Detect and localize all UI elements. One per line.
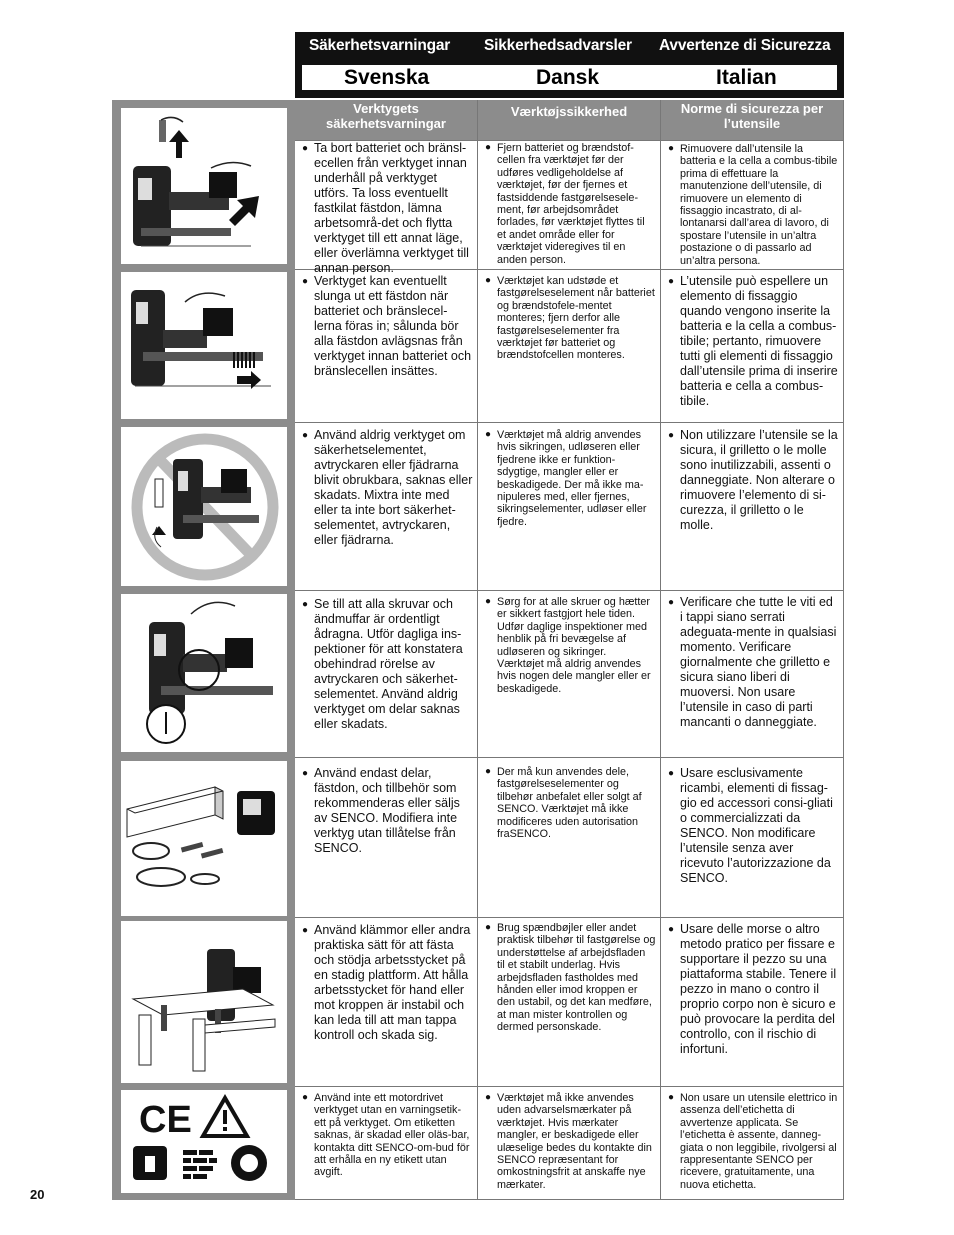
column-header-sv: Verktygets säkerhetsvarningar <box>295 100 477 140</box>
warning-text-sv: ● Se till att alla skruvar och ändmuffar är ordentligt ådragna. Utför dagliga ins-pektioner för att konstatera obehindrad rörelse av avtryckaren och säkerhet-selementet. Använd aldrig verktyget om delar saknas eller skadats. <box>297 597 477 732</box>
warning-text-sv: ● Använd endast delar, fästdon, och tillbehör som rekommenderas eller säljs av SENCO. Modifiera inte verktyg utan tillåtelse från SENCO. <box>297 766 477 856</box>
warning-text-sv: ● Använd klämmor eller andra praktiska sätt för att fästa och stödja arbetsstycket på en stadig plattform. Att hålla arbetsstycket för hand eller mot kroppen är instabil och kan leda till att man tappa kontroll och skada sig. <box>297 923 477 1043</box>
warning-text-da: ● Fjern batteriet og brændstof-cellen fra værktøjet før der udføres vedligeholdelse af værktøjet, før der fjernes et fastsiddende fastgørelsesele-ment, før arbejdsområdet forlades, før værktøjet flyttes til et andet område eller for værktøjet videregives til en anden person. <box>480 142 660 266</box>
warning-text-da: ● Der må kun anvendes dele, fastgørelseselementer og tilbehør anbefalet eller solgt af SENCO. Værktøjet må ikke modificeres uden autorisation fraSENCO. <box>480 766 660 840</box>
header-warning-sv: Säkerhetsvarningar <box>309 37 451 54</box>
warning-text-da: ● Værktøjet må aldrig anvendes hvis sikringen, udløseren eller fjedrene ikke er funktion-sdygtige, mangler eller er beskadigede. Der må ikke ma-nipuleres med, eller fjernes, sikringselementer, udløser eller fjedre. <box>480 429 660 528</box>
warning-text-it: ● Non usare un utensile elettrico in assenza dell’etichetta di avvertenze applicata. Se l’etichetta è assente, danneg-giata o non leggibile, rivolgersi al rappresentante SENCO per ricevere, gratuitamente, una nuova etichetta. <box>663 1092 843 1191</box>
warning-text-da: ● Værktøjet må ikke anvendes uden advarselsmærkater på værktøjet. Hvis mærkater mangler, er beskadigede eller ulæselige bedes du kontakte din SENCO repræsentant for omkostningsfrit at anskaffe nye mærkater. <box>480 1092 660 1191</box>
row-divider <box>295 590 844 591</box>
row-divider <box>295 757 844 758</box>
warning-text-it: ● Verificare che tutte le viti ed i tappi siano serrati adeguata-mente in qualsiasi momento. Verificare giornalmente che grilletto e sicura siano liberi di muoversi. Non usare l’utensile in caso di parti mancanti o danneggiate. <box>663 595 843 730</box>
warning-text-da: ● Værktøjet kan udstøde et fastgørelseselement når batteriet og brændstofele-mentet monteres; fjern derfor alle fastgørelseselementer fra værktøjet før batteriet og brændstofcellen monteres. <box>480 275 660 362</box>
warning-text-it: ● L’utensile può espellere un elemento di fissaggio quando vengono inserite la batteria e la cella a combus-tibile; pertanto, rimuovere tutti gli elementi di fissaggio dall’utensile prima di inserire batteria e cella a combus-tibile. <box>663 274 843 409</box>
illustration-remove-battery <box>121 108 287 264</box>
column-divider <box>477 100 478 1200</box>
row-divider <box>295 1086 844 1087</box>
warning-text-it: ● Usare delle morse o altro metodo pratico per fissare e supportare il pezzo su una piattaforma stabile. Tenere il pezzo in mano o contro il proprio corpo non è sicuro e può provocare la perdita del controllo, con il rischio di infortuni. <box>663 922 843 1057</box>
warning-text-sv: ● Verktyget kan eventuellt slunga ut ett fästdon när batteriet och bränslecel-lerna föras in; sålunda bör alla fästdon avlägsnas från verktyget innan batteriet och bränslecellen insättes. <box>297 274 477 379</box>
language-it: Italian <box>716 66 777 89</box>
warning-text-it: ● Non utilizzare l’utensile se la sicura, il grilletto o le molle sono inutilizzabili, assenti o danneggiate. Non alterare o rimuovere l’elemento di si-curezza, il grilletto o le molle. <box>663 428 843 533</box>
warning-text-it: ● Usare esclusivamente ricambi, elementi di fissag-gio ed accessori consi-gliati o commercializzati da SENCO. Non modificare l’utensile senza aver ricevuto l’autorizzazione da SENCO. <box>663 766 843 886</box>
row-divider <box>295 422 844 423</box>
illustration-inspect-tool <box>121 594 287 752</box>
illustration-clamp-workpiece <box>121 921 287 1083</box>
warning-text-da: ● Brug spændbøjler eller andet praktisk tilbehør til fastgørelse og understøttelse af arbejdsfladen til et stabilt underlag. Hvis arbejdsfladen fastholdes med hånden eller imod kroppen er den ustabil, og det kan medføre, at man mister kontrollen og dermed personskade. <box>480 922 660 1034</box>
warning-text-it: ● Rimuovere dall’utensile la batteria e la cella a combus-tibile prima di effettuare la manutenzione dell’utensile, di rimuovere un elemento di fissaggio incastrato, di al-lontanarsi dall’area di lavoro, di spostare l’utensile in un’altra postazione o di passarlo ad un’altra persona. <box>663 143 843 267</box>
header-warning-da: Sikkerhedsadvarsler <box>484 37 632 54</box>
illustration-remove-fasteners <box>121 272 287 419</box>
illustration-no-disabled-safety <box>121 427 287 586</box>
column-header-it: Norme di sicurezza per l’utensile <box>661 100 843 140</box>
ce-mark-icon: CE <box>139 1099 192 1141</box>
warning-text-da: ● Sørg for at alle skruer og hætter er sikkert fastgjort hele tiden. Udfør daglige inspektioner med henblik på fri bevægelse af udløseren og sikringer. Værktøjet må aldrig anvendes hvis nogen dele mangler eller er beskadigede. <box>480 596 660 695</box>
section-header <box>295 32 844 98</box>
column-divider <box>843 100 844 1200</box>
language-bar <box>302 65 837 90</box>
header-warning-it: Avvertenze di Sicurezza <box>659 37 831 54</box>
column-divider <box>660 100 661 1200</box>
language-da: Dansk <box>536 66 600 89</box>
column-header-da: Værktøjssikkerhed <box>478 100 660 140</box>
page-number: 20 <box>30 1187 45 1202</box>
warning-text-sv: ● Använd aldrig verktyget om säkerhetselementet, avtryckaren eller fjädrarna blivit obrukbara, saknas eller skadats. Mixtra inte med eller ta inte bort säkerhet-selementet, avtryckaren, eller fjädrarna. <box>297 428 477 548</box>
warning-text-sv: ● Ta bort batteriet och bränsl-ecellen från verktyget innan underhåll på verktyget utförs. Ta loss eventuellt fastkilat fästdon, lämna arbetsområ-det och flytta verktyget till ett annat läge, eller överlämna verktyget till annan person. <box>297 141 477 276</box>
warning-text-sv: ● Använd inte ett motordrivet verktyget utan en varningsetik-ett på verktyget. Om etiketten saknas, är skadad eller oläs-bar, kontakta ditt SENCO-om-bud för att erhålla en ny etikett utan avgift. <box>297 1092 477 1179</box>
row-divider <box>295 917 844 918</box>
row-divider <box>295 1199 844 1200</box>
illustration-warning-labels <box>121 1090 287 1193</box>
language-sv: Svenska <box>344 66 430 89</box>
illustration-senco-parts <box>121 761 287 916</box>
